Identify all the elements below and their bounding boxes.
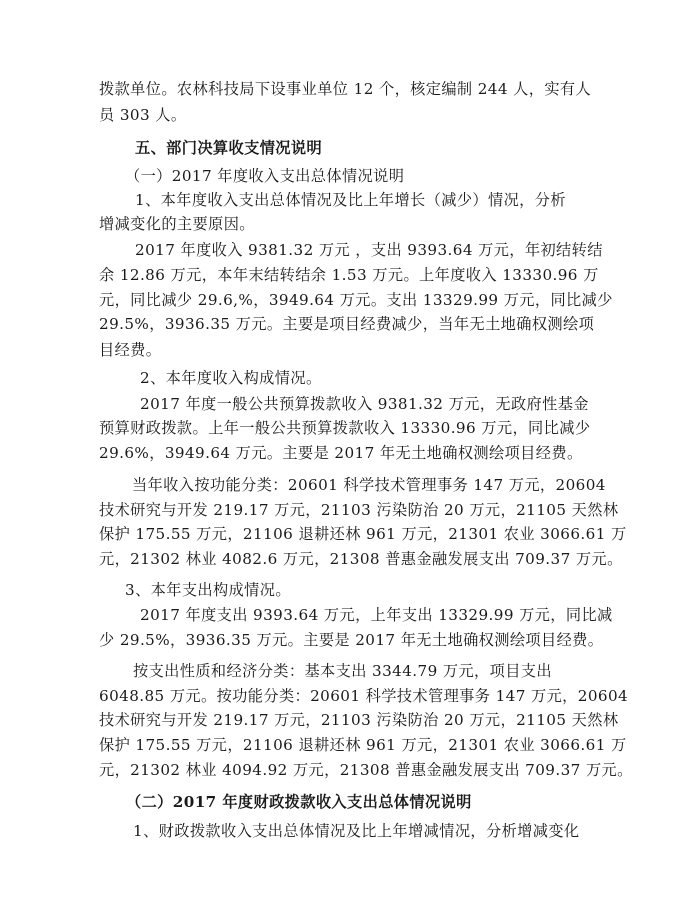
text-line: 保护 175.55 万元，21106 退耕还林 961 万元，21301 农业 3066.61 万 (99, 736, 627, 754)
text-line: 技术研究与开发 219.17 万元，21103 污染防治 20 万元，21105 天然林 (99, 501, 619, 519)
text-line: 29.5%，3936.35 万元。主要是项目经费减少，当年无土地确权测绘项 (99, 315, 595, 333)
text-line: 3、本年支出构成情况。 (125, 581, 291, 599)
text-line: 2017 年度收入 9381.32 万元 ，支出 9393.64 万元，年初结转结 (135, 241, 603, 259)
text-line: 元，21302 林业 4082.6 万元，21308 普惠金融发展支出 709.37 万元。 (99, 550, 623, 568)
text-line: 2、本年度收入构成情况。 (140, 369, 322, 387)
text-line: 1、本年度收入支出总体情况及比上年增长（减少）情况，分析 (135, 191, 566, 209)
text-line: 元，同比减少 29.6,%，3949.64 万元。支出 13329.99 万元，同比减少 (99, 291, 613, 309)
text-line: 29.6%，3949.64 万元。主要是 2017 年无土地确权测绘项目经费。 (99, 444, 583, 462)
text-line: 保护 175.55 万元，21106 退耕还林 961 万元，21301 农业 3066.61 万 (99, 525, 627, 543)
section-heading: 五、部门决算收支情况说明 (135, 139, 323, 157)
text-line: 2017 年度一般公共预算拨款收入 9381.32 万元，无政府性基金 (140, 395, 589, 413)
text-line: 当年收入按功能分类：20601 科学技术管理事务 147 万元，20604 (132, 476, 606, 494)
text-line: 少 29.5%，3936.35 万元。主要是 2017 年无土地确权测绘项目经费。 (99, 631, 604, 649)
subsection-heading: （二）2017 年度财政拨款收入支出总体情况说明 (126, 793, 472, 811)
text-line: 6048.85 万元。按功能分类：20601 科学技术管理事务 147 万元，20604 (99, 687, 629, 705)
text-line: 拨款单位。农林科技局下设事业单位 12 个，核定编制 244 人，实有人 (99, 80, 592, 98)
text-line: 余 12.86 万元，本年末结转结余 1.53 万元。上年度收入 13330.96 万 (99, 266, 599, 284)
text-line: 按支出性质和经济分类：基本支出 3344.79 万元，项目支出 (133, 662, 552, 680)
subsection-heading: （一）2017 年度收入支出总体情况说明 (125, 167, 405, 185)
text-line: 预算财政拨款。上年一般公共预算拨款收入 13330.96 万元，同比减少 (99, 419, 591, 437)
text-line: 元，21302 林业 4094.92 万元，21308 普惠金融发展支出 709.37 万元。 (99, 761, 633, 779)
text-line: 2017 年度支出 9393.64 万元，上年支出 13329.99 万元，同比减 (140, 606, 613, 624)
text-line: 1、财政拨款收入支出总体情况及比上年增减情况，分析增减变化 (133, 822, 580, 840)
text-line: 目经费。 (99, 341, 162, 359)
text-line: 员 303 人。 (99, 106, 187, 124)
text-line: 增减变化的主要原因。 (99, 215, 255, 233)
text-line: 技术研究与开发 219.17 万元，21103 污染防治 20 万元，21105 天然林 (99, 711, 619, 729)
